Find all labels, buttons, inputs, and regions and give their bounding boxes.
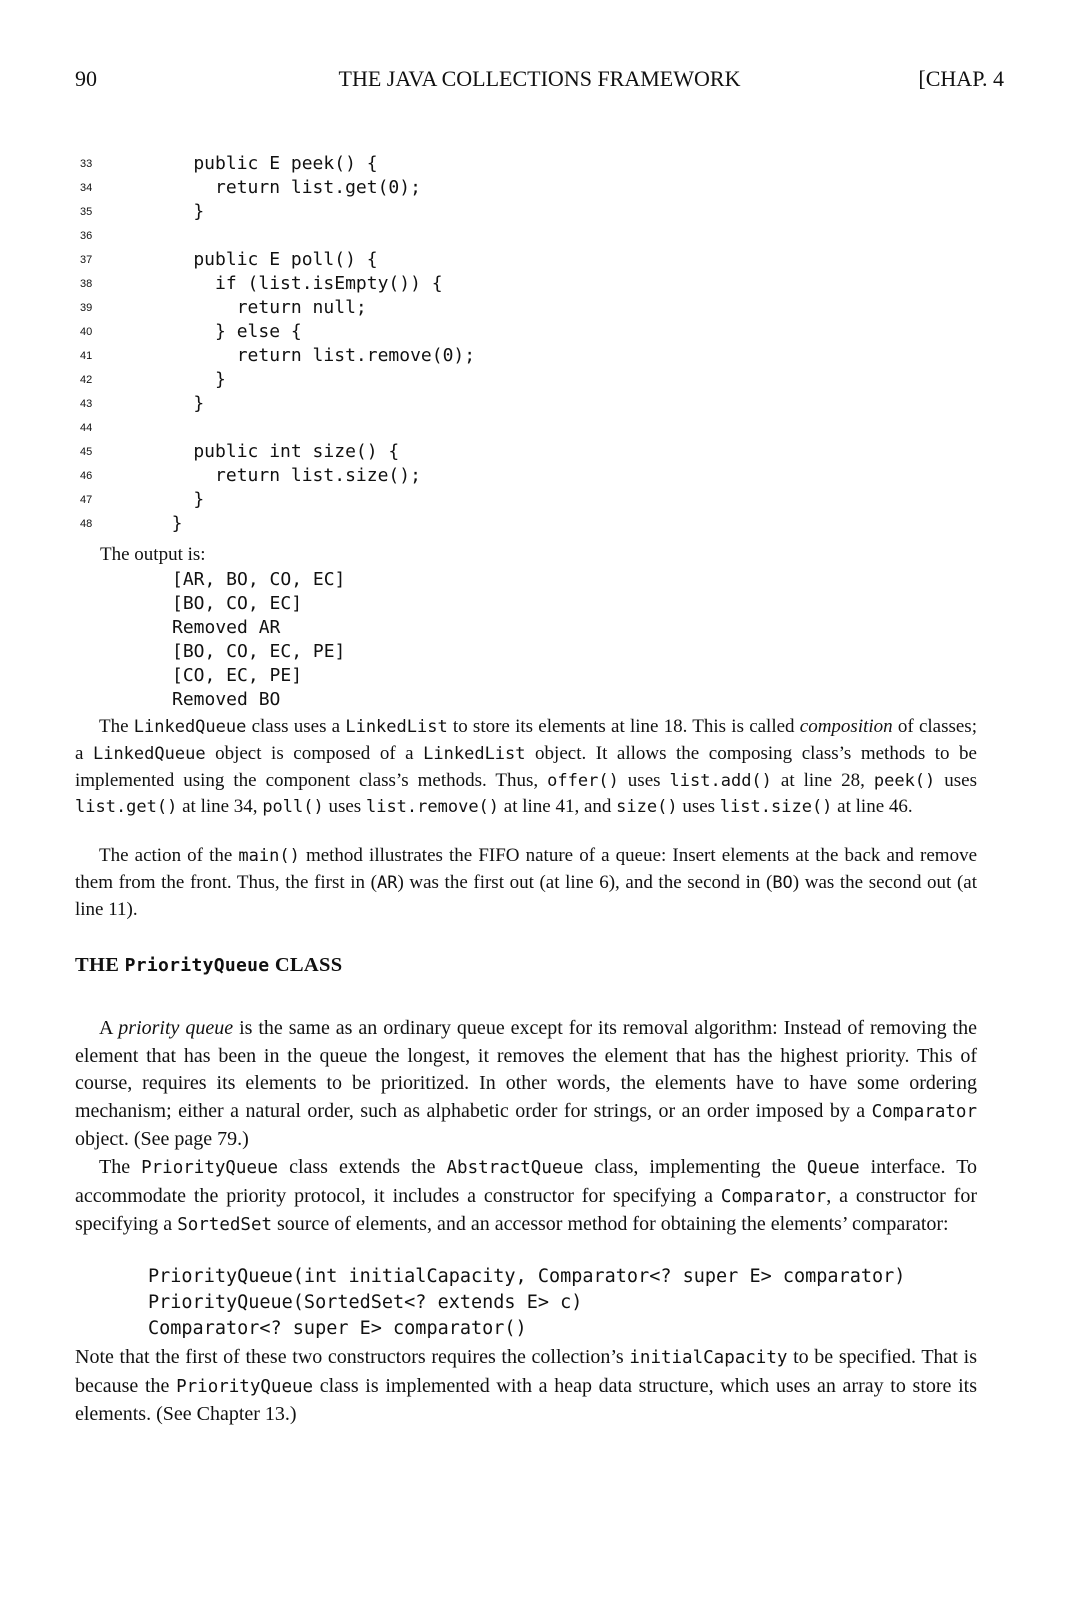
constructor-signature: PriorityQueue(int initialCapacity, Comparator<? super E> comparator) [148,1266,906,1287]
code-line [80,344,1000,368]
code-text: } [150,201,205,222]
signature-block [148,1264,905,1342]
line-number: 45 [80,446,93,458]
line-number: 38 [80,278,93,290]
code-line [80,224,1000,248]
code-line [80,368,1000,392]
code-listing [80,152,1000,536]
code-text: return list.size(); [150,465,421,486]
paragraph-composition: The LinkedQueue class uses a LinkedList to store its elements at line 18. This is called composition of classes; a LinkedQueue object is composed of a LinkedList object. It allows the composing class’s methods to be implemented using the component class’s methods. Thus, offer() uses list.add() at line 28, peek() uses list.get() at line 34, poll() uses list.remove() at line 41, and size() uses list.size() at line 46. [75,716,978,818]
line-number: 43 [80,398,93,410]
paragraph-constructors: The PriorityQueue class extends the AbstractQueue class, implementing the Queue interface. To accommodate the priority protocol, it includes a constructor for specifying a Comparator, a constructor for specifying a SortedSet source of elements, and an accessor method for obtaining the elements’ comparator: [75,1156,978,1235]
line-number: 37 [80,254,93,266]
code-line [80,152,1000,176]
line-number: 36 [80,230,93,242]
code-text: public int size() { [150,441,400,462]
paragraph-fifo: The action of the main() method illustrates the FIFO nature of a queue: Insert elements at the back and remove them from the front. Thus, the first in (AR) was the first out (at line 6), and the second in (BO) was the second out (at line 11). [75,845,977,920]
line-number: 42 [80,374,93,386]
code-text: return list.get(0); [150,177,421,198]
line-number: 33 [80,158,93,170]
code-line [80,416,1000,440]
line-number: 46 [80,470,93,482]
constructor-signature: PriorityQueue(SortedSet<? extends E> c) [148,1292,583,1313]
code-text: return list.remove(0); [150,345,476,366]
code-text: } else { [150,321,302,342]
code-line [80,272,1000,296]
output-line: [AR, BO, CO, EC] [172,569,346,590]
code-line [80,248,1000,272]
section-heading: THE PriorityQueue CLASS [75,954,343,976]
code-line [80,320,1000,344]
code-text: } [150,513,183,534]
line-number: 41 [80,350,93,362]
line-number: 34 [80,182,93,194]
running-title: THE JAVA COLLECTIONS FRAMEWORK [338,66,741,91]
output-line: [CO, EC, PE] [172,665,303,686]
code-line [80,512,1000,536]
line-number: 48 [80,518,93,530]
output-line: [BO, CO, EC, PE] [172,641,346,662]
chapter-label: [CHAP. 4 [918,66,1004,91]
code-line [80,176,1000,200]
output-line: [BO, CO, EC] [172,593,303,614]
line-number: 44 [80,422,93,434]
code-line [80,200,1000,224]
code-line [80,488,1000,512]
code-text: } [150,369,226,390]
code-text: if (list.isEmpty()) { [150,273,443,294]
line-number: 40 [80,326,93,338]
code-text: } [150,489,205,510]
code-line [80,392,1000,416]
line-number: 39 [80,302,93,314]
code-text: return null; [150,297,367,318]
page-number: 90 [75,66,97,91]
code-text: public E peek() { [150,153,378,174]
line-number: 47 [80,494,93,506]
code-text: } [150,393,205,414]
code-text: public E poll() { [150,249,378,270]
code-line [80,440,1000,464]
output-label: The output is: [100,544,206,565]
paragraph-initial-capacity: Note that the first of these two constructors requires the collection’s initialCapacity to be specified. That is because the PriorityQueue class is implemented with a heap data structure, which uses an array to store its elements. (See Chapter 13.) [75,1346,977,1425]
code-line [80,296,1000,320]
output-block [172,568,345,712]
paragraph-priority-queue: A priority queue is the same as an ordinary queue except for its removal algorithm: Instead of removing the element that has been in the queue the longest, it removes the element that has the highest priority. This of course, requires its elements to be prioritized. In other words, the elements have to have some ordering mechanism; either a natural order, such as alphabetic order for strings, or an order imposed by a Comparator object. (See page 79.) [75,1017,977,1150]
line-number: 35 [80,206,93,218]
constructor-signature: Comparator<? super E> comparator() [148,1318,527,1339]
output-line: Removed AR [172,617,281,638]
output-line: Removed BO [172,689,281,710]
code-line [80,464,1000,488]
